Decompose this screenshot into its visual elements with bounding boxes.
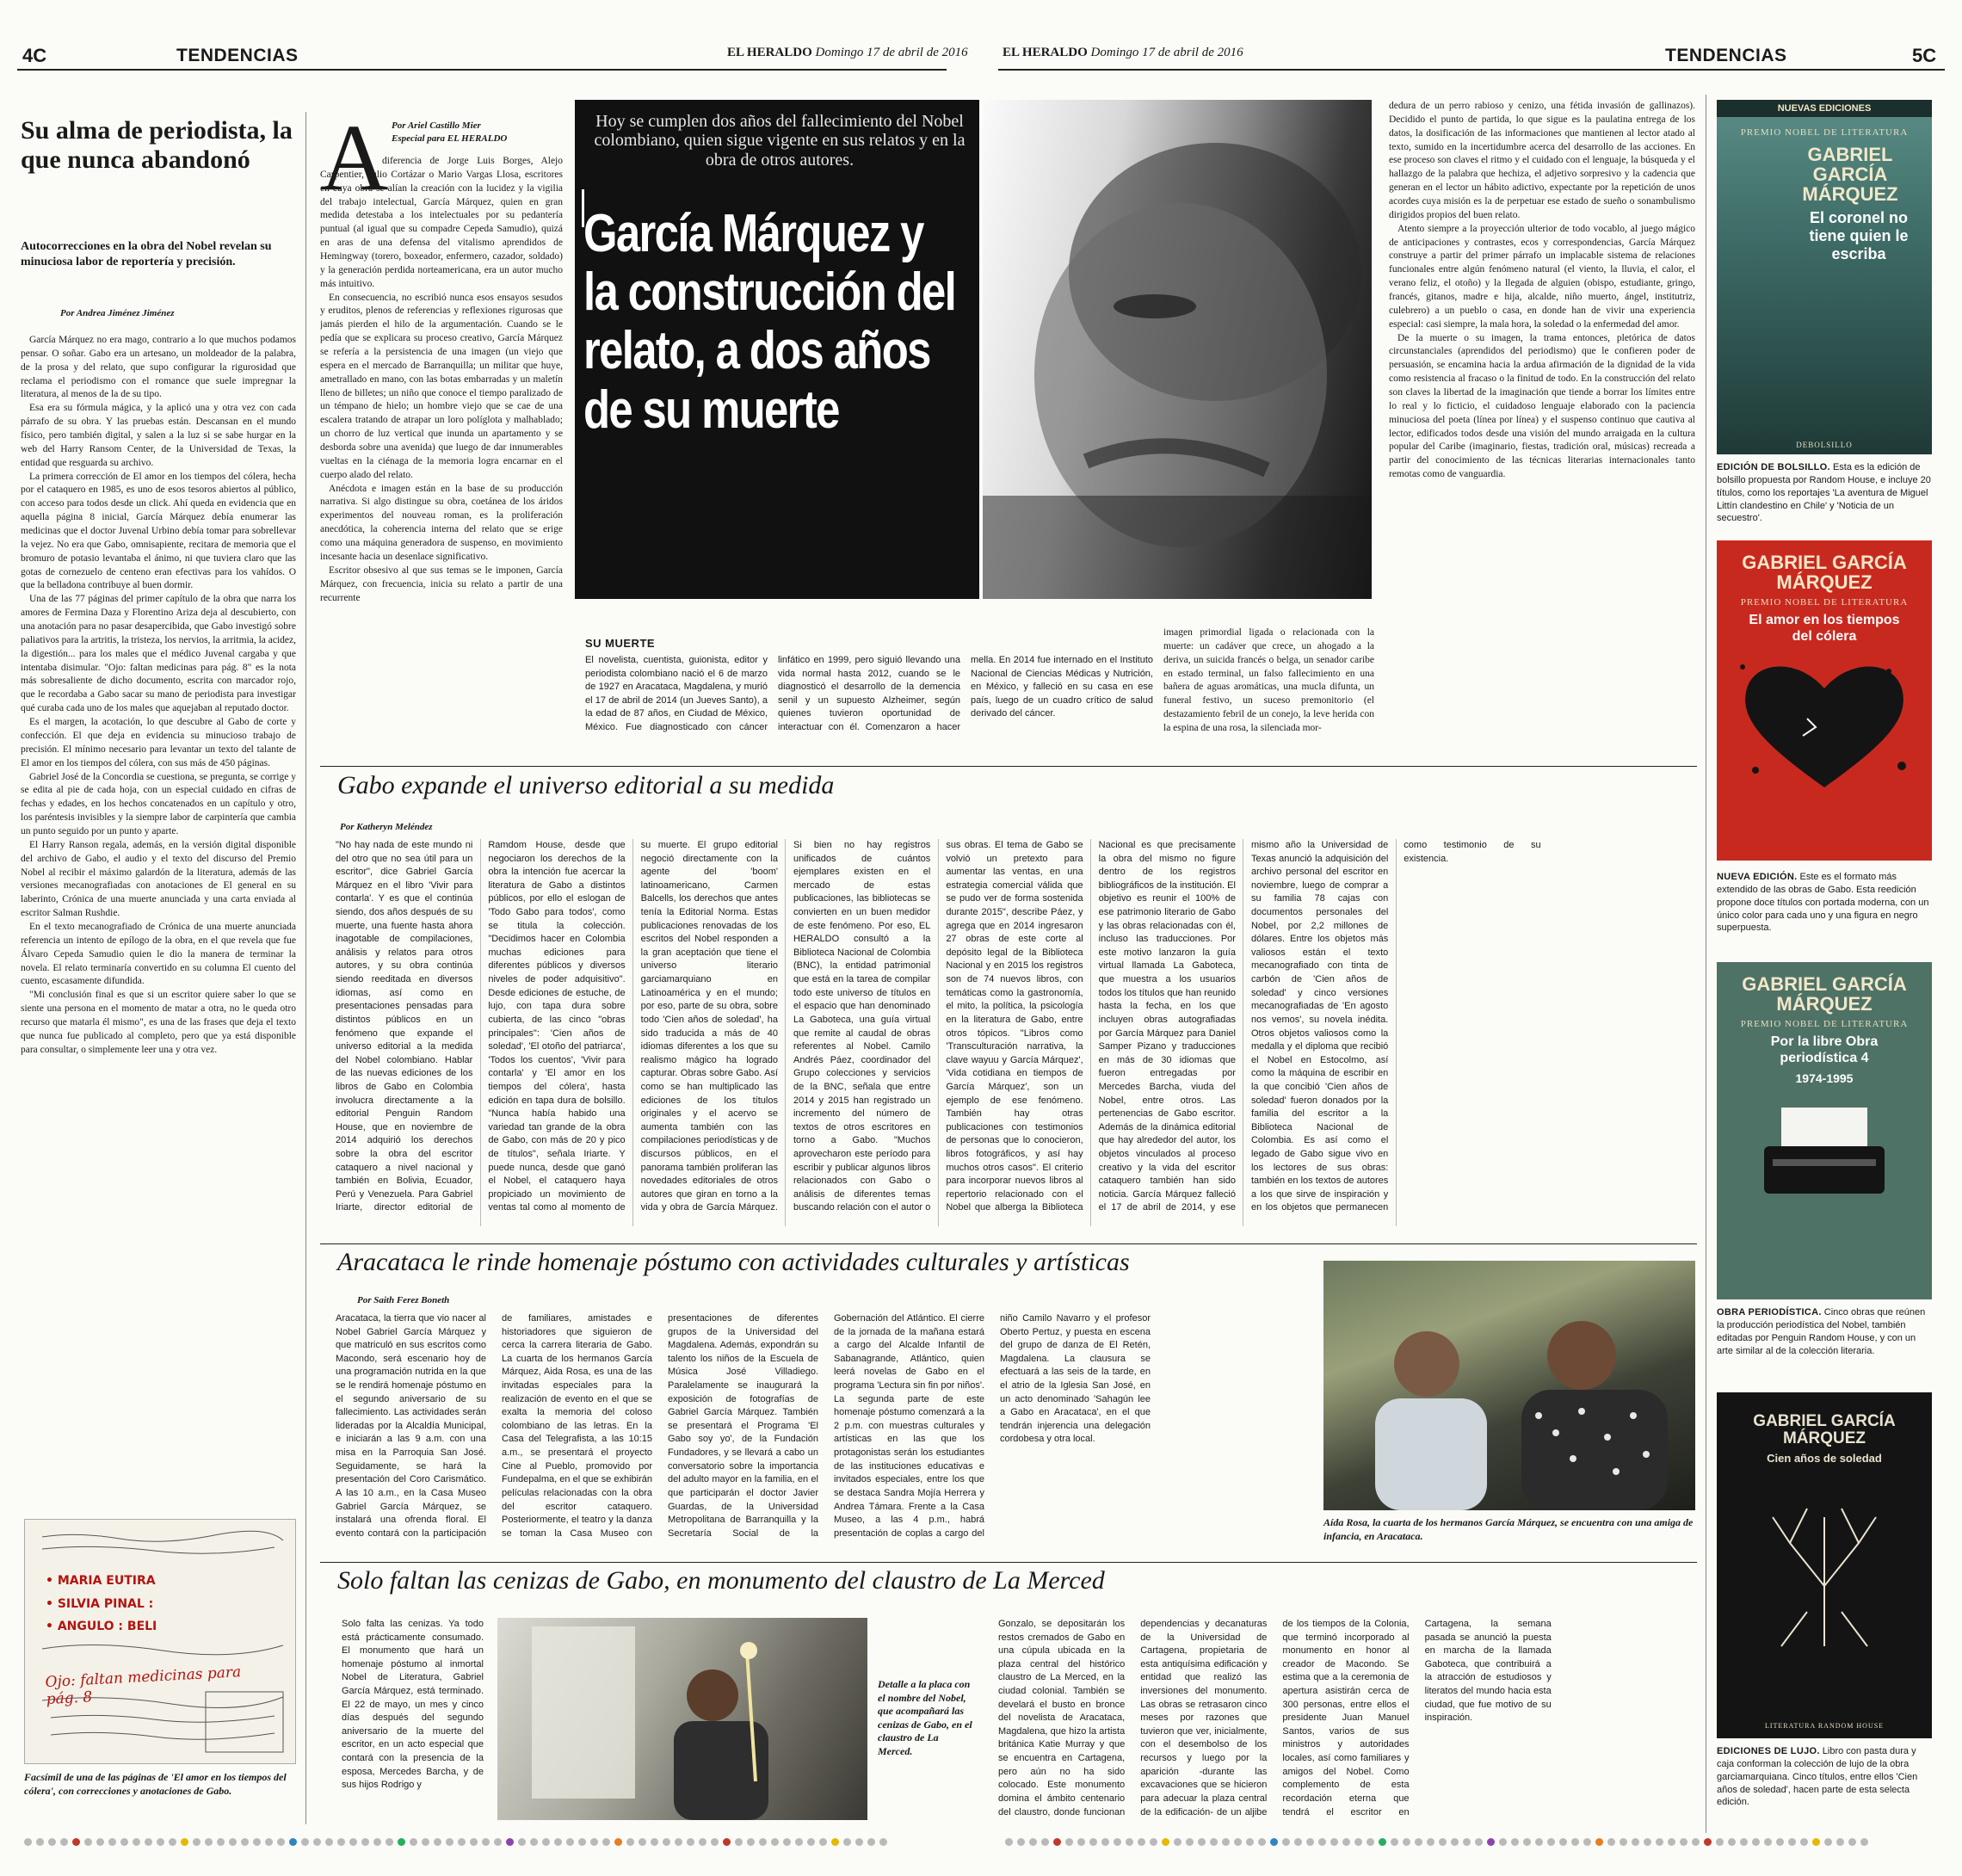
footer-dot	[169, 1838, 176, 1846]
book-author: GABRIEL GARCÍA MÁRQUEZ	[1742, 973, 1907, 1015]
masthead-left	[727, 46, 968, 60]
footer-dot	[108, 1838, 116, 1846]
footer-dot	[1342, 1838, 1350, 1846]
footer-dot	[229, 1838, 237, 1846]
main-byline: Por Ariel Castillo Mier	[392, 120, 481, 131]
footer-dot	[265, 1838, 273, 1846]
footer-dot	[1728, 1838, 1736, 1846]
footer-dot	[1041, 1838, 1049, 1846]
footer-dot	[410, 1838, 417, 1846]
footer-dot	[1607, 1838, 1615, 1846]
column-divider	[305, 112, 306, 1824]
footer-dot	[807, 1838, 815, 1846]
footer-dot	[398, 1838, 405, 1846]
book-years: 1974-1995	[1795, 1071, 1854, 1085]
footer-dot	[133, 1838, 140, 1846]
footer-dot	[1246, 1838, 1254, 1846]
sidebar-paragraph: La primera corrección de El amor en los tiempos del cólera, hecha por el cataquero en 1985, es uno de esos tesoros abiertos al público, con acceso para todos desde un click. Ahí queda en evidencia que en aquella página 8 inicial, García Márquez debía enumerar las medicinas que el doctor Juvenal Urbino debía tomar para sobrellevar la vejez. No era que Gabo, omnisapiente, recitara de memoria que el bromuro de potasio levantaba el ánimo, ni que tuviera claro que las gotas de cornezuelo de centeno eran efectivas para los vahídos. O que la belladona contribuye al buen dormir.	[21, 471, 296, 591]
footer-dot	[145, 1838, 152, 1846]
book-cover-obra	[1717, 962, 1932, 1299]
book-title: El coronel no tiene quien le escriba	[1809, 209, 1909, 262]
main-column-3	[1389, 100, 1695, 754]
facsimile-caption: Facsímil de una de las páginas de 'El amor en los tiempos del cólera', con correcciones y anotaciones de Gabo.	[24, 1771, 287, 1797]
paper-name: EL HERALDO	[727, 46, 812, 59]
footer-dot	[1222, 1838, 1230, 1846]
book-author: GABRIEL GARCÍA MÁRQUEZ	[1753, 1412, 1896, 1447]
footer-dot	[1198, 1838, 1206, 1846]
portrait-shapes	[983, 100, 1372, 599]
footer-dot	[530, 1838, 538, 1846]
footer-dot	[590, 1838, 598, 1846]
header-rule-right	[998, 69, 1945, 71]
page-number-left: 4C	[22, 45, 47, 66]
footer-dot	[1101, 1838, 1109, 1846]
sidebar-paragraph: El Harry Ranson regala, además, en la versión digital disponible del archivo de Gabo, el audio y el texto del discurso del Premio Nobel al recibir el máximo galardón de la literatura, además de las versiones mecanografiadas con anotaciones de El general en su laberinto, Crónica de una muerte anunciada y una carta enviada al escritor Salman Rushdie.	[21, 839, 296, 919]
footer-dot	[879, 1838, 887, 1846]
footer-dot	[1836, 1838, 1844, 1846]
page-number-right: 5C	[1912, 45, 1937, 66]
book-label: NUEVA EDICIÓN.	[1717, 872, 1798, 882]
footer-dot	[518, 1838, 526, 1846]
footer-dot	[289, 1838, 297, 1846]
footer-dot	[48, 1838, 56, 1846]
book-author: GABRIEL GARCÍA MÁRQUEZ	[1742, 552, 1907, 594]
footer-dot	[506, 1838, 514, 1846]
sidebar-body	[21, 334, 296, 1500]
sidebar-paragraph: "Mi conclusión final es que si un escritor quiere saber lo que se siente una persona en el momento de matar a otra, no le queda otro recurso que matarla él mismo", es una de las frases que deja el texto que nunca fue publicado al completo, pero que ya está disponible para consultar, o simplemente leer una y otra vez.	[21, 990, 296, 1055]
masthead-right	[1003, 46, 1243, 60]
footer-dot	[349, 1838, 357, 1846]
paper-name: EL HERALDO	[1003, 46, 1088, 59]
footer-dot	[747, 1838, 755, 1846]
footer-dot	[614, 1838, 622, 1846]
book-cover-coronel	[1717, 100, 1932, 454]
footer-dot	[723, 1838, 731, 1846]
footer-dot	[1824, 1838, 1832, 1846]
sidebar-paragraph: García Márquez no era mago, contrario a lo que muchos podamos pensar. O soñar. Gabo era un artesano, un moldeador de la palabra, de la prosa y del relato, que supo configurar la rigurosidad que reclama el periodismo con el romance que suele impregnar la literatura, al menos de la de su tipo.	[21, 335, 296, 400]
footer-dot	[386, 1838, 393, 1846]
main-paragraph: dedura de un perro rabioso y cenizo, una fétida invasión de gallinazos). Decidido el punto de partida, lo que sigue es la paulatina entrega de los datos, la dosificación de las informaciones que mantienen al lector atado al texto, sumido en la incertidumbre acerca del desarrollo de las acciones. En ese proceso son claves el ritmo y el cuidado con el lenguaje, la búsqueda y el hallazgo de la palabra que hechiza, el adjetivo sorpresivo y la cadencia que generan en el lector un hábito adictivo, expectante por la repetición de unos acordes cuya misión es la de perpetuar ese estado de sueño o sonambulismo dirigidos propios del buen relato.	[1389, 101, 1695, 220]
footer-dot	[566, 1838, 574, 1846]
book-caption-text: Cinco obras que reúnen la producción periodística del Nobel, también editadas por Penguin Random House, y con un arte similar al de la colección literaria.	[1717, 1307, 1926, 1356]
footer-dot	[1668, 1838, 1675, 1846]
footer-dot	[1716, 1838, 1724, 1846]
footer-dot	[361, 1838, 369, 1846]
footer-dot	[1740, 1838, 1748, 1846]
headline-box	[575, 100, 979, 599]
footer-dot	[1475, 1838, 1483, 1846]
facsimile-note: • MARIA EUTIRA	[46, 1574, 156, 1588]
book-label: EDICIÓN DE BOLSILLO.	[1717, 462, 1830, 472]
issue-date: Domingo 17 de abril de 2016	[815, 46, 968, 59]
footer-dot	[494, 1838, 502, 1846]
footer-dot	[1644, 1838, 1651, 1846]
book-badge: NUEVAS EDICIONES	[1717, 100, 1932, 117]
death-box-title: SU MUERTE	[585, 637, 656, 650]
footer-dot	[1017, 1838, 1025, 1846]
footer-dot	[301, 1838, 309, 1846]
book-label: EDICIONES DE LUJO.	[1717, 1746, 1820, 1756]
footer-dot	[1258, 1838, 1266, 1846]
footer-dot	[626, 1838, 634, 1846]
footer-dot	[1511, 1838, 1519, 1846]
footer-dot	[205, 1838, 213, 1846]
book-prize: PREMIO NOBEL DE LITERATURA	[1740, 1019, 1909, 1030]
footer-dot	[1138, 1838, 1145, 1846]
footer-dot	[120, 1838, 128, 1846]
footer-dot	[1234, 1838, 1242, 1846]
footer-dot	[783, 1838, 791, 1846]
footer-dot	[1632, 1838, 1639, 1846]
sidebar-byline: Por Andrea Jiménez Jiménez	[60, 308, 175, 318]
story3-photo-caption: Aída Rosa, la cuarta de los hermanos García Márquez, se encuentra con una amiga de infancia, en Aracataca.	[1323, 1516, 1694, 1542]
story2-headline: Gabo expande el universo editorial a su medida	[337, 771, 835, 799]
book-caption-text: Esta es la edición de bolsillo propuesta por Random House, e incluye 20 títulos, como los reportajes 'La aventura de Miguel Littín clandestino en Chile' y 'Noticia de un secuestro'.	[1717, 462, 1931, 524]
header-rule-left	[17, 69, 947, 71]
footer-dot	[1752, 1838, 1760, 1846]
footer-dot	[687, 1838, 694, 1846]
footer-dot	[1788, 1838, 1796, 1846]
footer-dot	[434, 1838, 441, 1846]
book-author: GABRIEL GARCÍA MÁRQUEZ	[1802, 144, 1898, 206]
book-caption	[1717, 461, 1932, 525]
footer-dot	[651, 1838, 658, 1846]
footer-dot	[795, 1838, 803, 1846]
footer-dot	[470, 1838, 478, 1846]
footer-dot	[1053, 1838, 1061, 1846]
story-rule	[320, 766, 1697, 767]
book-cover-cien	[1717, 1392, 1932, 1738]
footer-dot	[1812, 1838, 1820, 1846]
book-title: Cien años de soledad	[1767, 1451, 1882, 1465]
main-paragraph: diferencia de Jorge Luis Borges, Alejo Carpentier, Julio Cortázar o Mario Vargas Llosa, escritores en cuya obra se alían la creación con la lucidez y la vigilia del trabajo intelectual, García Márquez, quien en gran medida detestaba a los intelectuales por su pedantería puntual (al igual que su compadre Cepeda Samudio), quizá en aras de una defensa del vitalismo aprendidos de Hemingway (torero, boxeador, enfermero, cazador, soldado) y la generación perdida norteamericana, era un autor mucho más intuitivo.	[320, 156, 563, 289]
footer-dot	[1282, 1838, 1290, 1846]
facsimile-note: • ANGULO : BELI	[46, 1620, 157, 1634]
story4-headline: Solo faltan las cenizas de Gabo, en monumento del claustro de La Merced	[337, 1566, 1105, 1595]
footer-dot	[1559, 1838, 1567, 1846]
footer-dot	[60, 1838, 68, 1846]
footer-dot	[1704, 1838, 1712, 1846]
book-caption	[1717, 1745, 1932, 1809]
footer-dot	[1860, 1838, 1868, 1846]
footer-dot	[554, 1838, 562, 1846]
sidebar-paragraph: Una de las 77 páginas del primer capítulo de la obra que narra los amores de Fermina Daza y Florentino Ariza deja al descubierto, con una anotación para no pasar desapercibida, que Gabo investigó sobre paliativos para la artritis, la tristeza, los nervios, la arritmia, la acidez, la digestión... para los males que el médico Juvenal cargaba y que intentaba disimular. "Ojo: faltan medicinas para pág. 8" es la nota más sobresaliente de dicho documento, escrita con marcador rojo, que le recordaba a Gabo sacar su mano de periodista para investigar qué curaba cada uno de los males que aquejaban al reputado doctor.	[21, 594, 296, 714]
facsimile-note: • SILVIA PINAL :	[46, 1596, 154, 1611]
footer-dot	[337, 1838, 345, 1846]
footer-dot	[1463, 1838, 1471, 1846]
main-paragraph: En consecuencia, no escribió nunca esos ensayos sesudos y eruditos, plenos de referencias y reflexiones rigurosas que jamás pierden el hilo de la argumentación. Cuando se le pedía que se explicara su proceso creativo, García Márquez se refería a la persistencia de una imagen (un viejo que espera en el mercado de Barranquilla; un militar que huye, ametrallado en mano, con las botas embarradas y un maletín lleno de billetes; un niño que conoce el tiempo paralizado de un témpano de hielo; un hombre viejo que se cae de una escalera tratando de atrapar un loro políglota y malhablado; un chorro de luz vertical que inunda un apartamento y se desborda sobre una avenida) que luego de dar innumerables vueltas en la ciénaga de la memoria logra encarnar en el cuerpo alado del relato.	[320, 292, 563, 480]
book-cover-amor	[1717, 540, 1932, 861]
photo-man	[497, 1618, 867, 1820]
footer-dot	[1427, 1838, 1434, 1846]
footer-dot	[482, 1838, 490, 1846]
footer-dot	[1150, 1838, 1157, 1846]
aida-rosa-photo	[1323, 1261, 1695, 1510]
footer-dot	[24, 1838, 32, 1846]
footer-dot	[446, 1838, 453, 1846]
footer-dot	[1379, 1838, 1386, 1846]
footer-dot	[855, 1838, 863, 1846]
book-label: OBRA PERIODÍSTICA.	[1717, 1307, 1822, 1318]
footer-dot	[1186, 1838, 1194, 1846]
footer-dot	[639, 1838, 646, 1846]
footer-dot	[735, 1838, 743, 1846]
footer-dot	[1294, 1838, 1302, 1846]
footer-dot	[1848, 1838, 1856, 1846]
story3-body: Aracataca, la tierra que vio nacer al Nobel Gabriel García Márquez y que matriculó en sus escritos como Macondo, será escenario hoy de una programación nutrida en la que se le rendirá homenaje póstumo en el segundo aniversario de su fallecimiento. Las actividades serán lideradas por la Alcaldía Municipal, e iniciarán a las 9 a.m. con una misa en la Parroquia San José. Seguidamente, se hará la presentación del Coro Carismático. A las 10 a.m., en la Casa Museo Gabriel García Márquez, se instalará una ofrenda floral. El evento contará con la participación de familiares, amistades e historiadores que siguieron de cerca la carrera literaria de Gabo. La cuarta de los hermanos García Márquez, Aida Rosa, es una de las invitadas especiales para la realización de evento en el que se exalta la memoria del coloso colombiano de las letras. En la Casa del Telegrafista, a las 10:15 a.m., se presentará el proyecto Cine al Pueblo, promovido por Fundepalma, en el que se exhibirán películas relacionadas con la obra del escritor cataquero. Posteriormente, el teatro y la danza se toman la Casa Museo con presentaciones de diferentes grupos de la Universidad del Magdalena. Además, expondrán su talento los niños de la Escuela de Música José Villadiego. Paralelamente se inaugurará la exposición de fotografías de Gabriel García Márquez. También se presentará el Programa 'El Gabo soy yo', de la Fundación Fundadores, y se llevará a cabo un conversatorio sobre la importancia del adulto mayor en la familia, en el que participarán el doctor Javier Guardas, de la Universidad Metropolitana de Barranquilla y la Secretaría Social de la Gobernación del Atlántico. El cierre de la jornada de la mañana estará a cargo del Alcalde Infantil de Sabanagrande, Atlántico, quien leerá novelas de Gabo en el programa 'Lectura sin fin por niños'. La segunda parte de este homenaje póstumo comenzará a la 2 p.m. con muestras culturales y artísticas en las que los protagonistas serán los estudiantes de las instituciones educativas e invitados especiales, entre los que se destaca Sandra Mojía Herrera y Andrea Támara. Frente a la Casa Museo, a las 4 p.m., habrá presentación de coplas a cargo del niño Camilo Navarro y el profesor Oberto Pertuz, y puesta en escena del grupo de danza de El Retén, Magdalena. La clausura se efectuará a las seis de la tarde, en el atrio de la Iglesia San José, en un acto denominado 'Sahagún lee a Gabo en Aracataca', en el que tendrán injerencia una delegación cordobesa y otra local.	[336, 1313, 1151, 1539]
footer-dot	[1270, 1838, 1278, 1846]
footer-dot	[819, 1838, 827, 1846]
garcia-marquez-portrait	[983, 100, 1372, 599]
photo-figures	[1323, 1261, 1695, 1510]
story4-body-right: Gonzalo, se depositarán los restos cremados de Gabo en una cúpula ubicada en la plaza central del histórico claustro de La Merced, en la ciudad colonial. También se develará el busto en bronce del novelista de Aracataca, Magdalena, que hizo la artista británica Katie Murray y que se encuentra en Cartagena, pero aún no ha sido colocado. Este monumento domina el ámbito centenario del claustro, donde funcionan dependencias y decanaturas de la Universidad de Cartagena, propietaria de esta antiquísima edificación y entidad que realizó las inversiones del monumento. Las obras se retrasaron cinco meses por razones que tuvieron que ver, inicialmente, con el desembolso de los recursos y luego por la aparición -durante las excavaciones que se hicieron para adecuar la plaza central de la edificación- de un aljibe de los tiempos de la Colonia, que terminó incorporado al monumento en honor al creador de Macondo. Se estima que a la ceremonia de apertura asistirán cerca de 300 personas, entre ellos el presidente Juan Manuel Santos, varios de sus ministros y autoridades locales, así como familiares y amigos del Nobel. Como complemento de esta recordación eterna que tendrá el escritor en Cartagena, la semana pasada se anunció la puesta en marcha de la llamada Gaboteca, que contribuirá a la atracción de estudiosos y literatos del mundo hacia esta ciudad, que fue motivo de su inspiración.	[998, 1619, 1552, 1817]
footer-dot	[1391, 1838, 1398, 1846]
main-column-2: imagen primordial ligada o relacionada con la muerte: un cadáver que crece, un ahogado a la deriva, un suicida francés o belga, un senador caribe en estado terminal, un falso fallecimiento en una bañera de aguas aromáticas, una mucla difunta, un funeral festivo, un suceso premonitorio (el destazamiento febril de un conejo, la leve herida con la espina de una rosa, la silenciada mor-	[1163, 627, 1374, 734]
main-headline: García Márquez y la construcción del relato, a dos años de su muerte	[583, 204, 956, 440]
sidebar-deck: Autocorrecciones en la obra del Nobel revelan su minuciosa labor de reportería y precisión.	[21, 240, 272, 269]
footer-dot	[458, 1838, 466, 1846]
footer-dot	[157, 1838, 164, 1846]
footer-dot	[1210, 1838, 1218, 1846]
sidebar-title: Su alma de periodista, la que nunca abandonó	[21, 116, 293, 174]
main-paragraph: Anécdota e imagen están en la base de su producción narrativa. Si algo distingue su obra, coetánea de los áridos experimentos del nouveau roman, es la proliferación anecdótica, la coherencia interna del relato que se erige como una máquina generadora de suspenso, en movimiento incesante hacia un desenlace significativo.	[320, 483, 563, 562]
footer-dot	[542, 1838, 550, 1846]
footer-dot	[1005, 1838, 1013, 1846]
footer-dot	[1318, 1838, 1326, 1846]
facsimile-image	[24, 1519, 296, 1764]
story2-byline: Por Katheryn Meléndez	[340, 822, 433, 832]
footer-dot	[277, 1838, 285, 1846]
typewriter-figure	[1755, 1099, 1893, 1202]
la-merced-photo	[497, 1618, 867, 1820]
section-label-left: TENDENCIAS	[176, 46, 299, 65]
story-rule	[320, 1243, 1697, 1244]
footer-dots-right	[1005, 1835, 1934, 1848]
footer-dot	[1126, 1838, 1133, 1846]
footer-dot	[1800, 1838, 1808, 1846]
footer-dot	[1692, 1838, 1700, 1846]
footer-dot	[1306, 1838, 1314, 1846]
footer-dot	[578, 1838, 586, 1846]
footer-dot	[1620, 1838, 1627, 1846]
footer-dot	[831, 1838, 839, 1846]
footer-dot	[1656, 1838, 1663, 1846]
book-title: Por la libre Obra periodística 4	[1770, 1034, 1879, 1065]
footer-dot	[1439, 1838, 1447, 1846]
story-rule	[320, 1562, 1697, 1563]
footer-dot	[1487, 1838, 1495, 1846]
footer-dot	[1330, 1838, 1338, 1846]
book-title: El amor en los tiempos del cólera	[1749, 613, 1900, 644]
footer-dot	[72, 1838, 80, 1846]
footer-dot	[867, 1838, 875, 1846]
footer-dot	[1089, 1838, 1097, 1846]
footer-dot	[699, 1838, 706, 1846]
story3-byline: Por Saith Ferez Boneth	[357, 1295, 450, 1305]
book-caption	[1717, 1306, 1932, 1357]
footer-dot	[241, 1838, 249, 1846]
footer-dot	[1403, 1838, 1410, 1846]
death-box-text: El novelista, cuentista, guionista, editor y periodista colombiano nació el 6 de marzo de 1927 en Aracataca, Magdalena, y murió el 17 de abril de 2014 (un Jueves Santo), a la edad de 87 años, en Ciudad de México, México. Fue diagnosticado con cáncer linfático en 1999, pero siguió llevando una vida normal hasta 2012, cuando se le diagnosticó el desarrollo de la demencia senil y un supuesto Alzheimer, según quienes tuvieron oportunidad de interactuar con él. Comenzaron a hacer mella. En 2014 fue internado en el Instituto Nacional de Ciencias Médicas y Nutrición, en México, y falleció en su casa en ese país, luego de un cuadro crítico de salud derivado del cáncer.	[585, 655, 1153, 733]
footer-dot	[759, 1838, 767, 1846]
footer-dot	[1680, 1838, 1687, 1846]
sidebar-paragraph: Gabriel José de la Concordia se cuestiona, se pregunta, se corrige y se edita al pie de cada hoja, con un especial cuidado en cifras de fechas y edades, en los hechos concatenados en un capítulo y otro, los paréntesis invisibles y la siempre labor de carpintería que cambia un punto seguido por un punto y aparte.	[21, 771, 296, 836]
footer-dot	[1571, 1838, 1579, 1846]
footer-dot	[217, 1838, 225, 1846]
main-byline-sub: Especial para EL HERALDO	[392, 133, 508, 144]
footer-dot	[1535, 1838, 1543, 1846]
footer-dot	[84, 1838, 92, 1846]
footer-dot	[96, 1838, 104, 1846]
footer-dot	[1174, 1838, 1182, 1846]
footer-dot	[1583, 1838, 1591, 1846]
main-paragraph: De la muerte o su imagen, la trama entonces, pletórica de datos circunstanciales (aprendidos del periodismo) que le confieren poder de persuasión, se encamina hacia la ardua afirmación de la dignidad de la vida como resistencia al fracaso o la finitud de todo. En la construcción del relato son claves la libertad de la imaginación que tiende a borrar los límites entre lo real y lo ficticio, el cuidadoso lenguaje elaborado con la paciencia minuciosa del poeta (línea por línea) y el suspenso continuo que cautiva al lector, edificados todos desde una visión del mundo arraigada en la cultura popular del Caribe (imaginario, fiestas, tradición oral, músicas) recreada a partir del conocimiento de las técnicas literarias internacionales tanto remotas como de vanguardia.	[1389, 332, 1695, 480]
footer-dot	[422, 1838, 429, 1846]
book-caption-text: Este es el formato más extendido de las obras de Gabo. Esta reedición propone doce títulos con portada moderna, con un único color para cada uno y una figura en negro superpuesta.	[1717, 872, 1929, 934]
story2-body: "No hay nada de este mundo ni del otro que no sea útil para un escritor", dice Gabriel García Márquez en el libro 'Vivir para contarla'. Y es que el continúa siendo, dos años después de su muerte, una fuente hasta ahora inagotable de compilaciones, análisis y relatos para otros autores, y su obra continúa siendo reeditada en diversos idiomas, así como en presentaciones pensadas para distintos públicos en un fenómeno que expande el universo editorial a la medida del Nobel colombiano. Hablar de las nuevas ediciones de los libros de Gabo en Colombia involucra directamente a la editorial Penguin Random House, que en noviembre de 2014 adquirió los derechos sobre la obra del escritor cataquero a nivel nacional y también en Bolivia, Ecuador, Perú y Venezuela. Para Gabriel Iriarte, director editorial de Ramdom House, desde que negociaron los derechos de la obra la intención fue acercar la literatura de Gabo a distintos públicos, por ello el eslogan de 'Todo Gabo para todos', como se titula la colección. "Decidimos hacer en Colombia muchas ediciones para diferentes públicos y diversos niveles de poder adquisitivo". Desde ediciones de estuche, de lujo, con tapa dura sobre cubierta, de las cinco "obras principales": 'Cien años de soledad', 'El otoño del patriarca', 'Todos los cuentos', 'Vivir para contarla' y 'El amor en los tiempos del cólera', hasta edición en tapa dura de bolsillo. "Nunca había habido una variedad tan grande de la obra de Gabo, con más de 20 y pico de títulos", señala Iriarte. Y puede nunca, desde que ganó el Nobel, el cataquero haya propiciado un movimiento de ventas tal como al momento de su muerte. El grupo editorial negoció directamente con la agente del 'boom' latinoamericano, Carmen Balcells, los derechos que antes tenía la Editorial Norma. Estas publicaciones renovadas de los escritos del Nobel responden a la gran aceptación que tiene el universo literario garciamarquiano en Latinoamérica y en el mundo; por eso, parte de su obra, sobre todo 'Cien años de soledad', ha sido traducida a más de 40 idiomas diferentes a los que su realismo mágico ha logrado capturar. Obras sobre Gabo. Así como se han multiplicado las ediciones de los títulos originales y el acervo se aumenta también con las compilaciones periodísticas y de discursos públicos, en el panorama también proliferan las novedades editoriales de otros autores que giran en torno a la vida y obra de García Márquez. Si bien no hay registros unificados de cuántos ejemplares existen en el mercado de estas publicaciones, las bibliotecas se convierten en un buen medidor de este fenómeno. Por eso, EL HERALDO consultó a la Biblioteca Nacional de Colombia (BNC), la entidad patrimonial que está en la tarea de compilar todo este universo de títulos en el espacio que han denominado La Gaboteca, una guía virtual que remite al caudal de obras referentes al Nobel. Camilo Andrés Páez, coordinador del Grupo colecciones y servicios de la BNC, señala que entre 2014 y 2015 han registrado un incremento del número de textos de otros escritores en torno a Gabo. "Muchos aprovecharon este período para escribir y publicar algunos libros relacionados con Gabo o análisis de diferentes temas buscando relación con el autor o sus obras. El tema de Gabo se volvió un pretexto para aumentar las ventas, en una estrategia comercial válida que se pudo ver de forma sostenida durante 2015", describe Páez, y agrega que en 2014 ingresaron 27 obras de este corte al depósito legal de la Biblioteca Nacional y en 2015 los registros son de 74 nuevos libros, con temáticas como la gastronomía, el mito, la política, la psicología en la literatura de Gabo, entre otros tópicos. "Libros como 'Transculturación narrativa, la clave wayuu y García Márquez', 'Vida cotidiana en tiempos de García Márquez', son un ejemplo de ese fenómeno. También hay otras publicaciones con testimonios de personas que lo conocieron, libros fotográficos, y así hay muchos otros casos". El criterio para incorporar nuevos libros al repertorio relacionado con el Nobel que alberga la Biblioteca Nacional es que precisamente la obra del mismo no figure dentro de los registros bibliográficos de la institución. El objetivo es reunir el 100% de ese patrimonio literario de Gabo y las obras relacionadas con él, incluso las traducciones. Por este motivo lanzaron la guía virtual llamada La Gaboteca, que muestra a los usuarios todos los títulos que han reunido hasta la fecha, en los que incluyen obras autografiadas por García Márquez para Daniel Samper Pizano y traducciones en más de 30 idiomas que fueron entregadas por Mercedes Barcha, viuda del Nobel, entre otros. Las pertenencias de Gabo escritor. Además de la dinámica editorial que hay alrededor del autor, los objetos vinculados al proceso creativo y la vida del escritor cataquero también han sido noticia. García Márquez falleció el 17 de abril de 2014, y ese mismo año la Universidad de Texas anunció la adquisición del archivo personal del escritor en noviembre, luego de comprar a su familia 78 cajas con documentos personales del Nobel, por 2,2 millones de dólares. Entre los objetos más valiosos están el texto mecanografiado con tinta de carbón de 'Cien años de soledad' y cinco versiones mecanografiadas de 'En agosto nos vemos', su novela inédita. Otros objetos valiosos como la medalla y el diploma que recibió el Nobel en Estocolmo, así como la máquina de escribir en la que concibió 'Cien años de soledad' fueron donados por la familia del escritor a la Biblioteca Nacional de Colombia. Es así como el legado de Gabo sigue vivo en los lectores de sus obras: también en los textos de autores a los que sirve de inspiración y en los objetos que permanecen como testimonio de su existencia.	[336, 840, 1541, 1213]
footer-dot	[253, 1838, 261, 1846]
book-publisher: DEBOLSILLO	[1796, 441, 1853, 449]
footer-dots-left	[24, 1835, 945, 1848]
footer-dot	[1367, 1838, 1374, 1846]
footer-dot	[1065, 1838, 1073, 1846]
book-prize: PREMIO NOBEL DE LITERATURA	[1740, 127, 1909, 138]
tree-figure	[1747, 1483, 1902, 1655]
footer-dot	[1077, 1838, 1085, 1846]
book-prize: PREMIO NOBEL DE LITERATURA	[1740, 597, 1909, 608]
footer-dot	[1547, 1838, 1555, 1846]
facsimile-note-red: Ojo: faltan medicinas para pág. 8	[45, 1663, 242, 1709]
sidebar-paragraph: En el texto mecanografiado de Crónica de una muerte anunciada referencia un intento de epílogo de la obra, en el que revela que fue Álvaro Cepeda Samudio quien le dio la manera de terminar la novela. El relato terminaría convertido en su columna El cuento del cuento, escasamente difundida.	[21, 921, 296, 987]
book-publisher: LITERATURA RANDOM HOUSE	[1764, 1722, 1885, 1730]
section-label-right: TENDENCIAS	[1665, 46, 1787, 65]
footer-dot	[771, 1838, 779, 1846]
footer-dot	[313, 1838, 321, 1846]
footer-dot	[1523, 1838, 1531, 1846]
book-caption	[1717, 871, 1932, 935]
dropcap: A	[320, 105, 389, 210]
footer-dot	[1354, 1838, 1362, 1846]
story4-photo-caption: Detalle a la placa con el nombre del Nobel, que acompañará las cenizas de Gabo, en el claustro de La Merced.	[878, 1678, 972, 1757]
footer-dot	[1595, 1838, 1603, 1846]
footer-dot	[373, 1838, 381, 1846]
footer-dot	[843, 1838, 851, 1846]
footer-dot	[1415, 1838, 1422, 1846]
story4-body-left: Solo falta las cenizas. Ya todo está prácticamente consumado. El monumento que hará un homenaje póstumo al inmortal Nobel de Literatura, Gabriel García Márquez, está terminado. El 22 de mayo, un mes y cinco días después del segundo aniversario de la muerte del escritor, en un acto especial que contará con la presencia de la esposa, Mercedes Barcha, y de sus hijos Rodrigo y	[342, 1619, 484, 1791]
main-paragraph: Atento siempre a la proyección ulterior de todo vocablo, al juego mágico de anticipaciones y contrastes, ecos y correspondencias, García Márquez construye a partir del primer párrafo un implacable sistema de relaciones funcionales entre algún fenómeno natural (el viento, la lluvia, el calor, el verano feliz, el otoño) y la llegada de alguien (obispo, estudiante, gringo, francés, gitanos, madre e hija, alcalde, niño muerto, ángel, institutriz, culebrero) a un pueblo o casa, en donde han de vivir una experiencia especial: casi siempre, la mala hora, la soledad o la enfermedad del amor.	[1389, 223, 1695, 330]
footer-dot	[1499, 1838, 1507, 1846]
footer-dot	[1776, 1838, 1784, 1846]
footer-dot	[1029, 1838, 1037, 1846]
footer-dot	[602, 1838, 610, 1846]
footer-dot	[1162, 1838, 1169, 1846]
footer-dot	[663, 1838, 670, 1846]
footer-dot	[1114, 1838, 1121, 1846]
footer-dot	[1451, 1838, 1459, 1846]
footer-dot	[181, 1838, 188, 1846]
facsimile-scribbles	[25, 1520, 296, 1764]
main-paragraph: Escritor obsesivo al que sus temas se le imponen, García Márquez, con frecuencia, inicia su relato a partir de una recurrente	[320, 565, 563, 603]
footer-dot	[711, 1838, 719, 1846]
issue-date: Domingo 17 de abril de 2016	[1090, 46, 1243, 59]
sidebar-paragraph: Es el margen, la acotación, lo que descubre al Gabo de corte y confección. El que deja en evidencia su minucioso trabajo de precisión. El mínimo necesario para levantar un texto del talante de El amor en los tiempos del cólera, con sus más de 450 páginas.	[21, 717, 296, 768]
story3-headline: Aracataca le rinde homenaje póstumo con actividades culturales y artísticas	[337, 1248, 1130, 1276]
footer-dot	[325, 1838, 333, 1846]
heart-figure	[1730, 650, 1919, 796]
book-caption-text: Libro con pasta dura y caja conforman la colección de lujo de la obra garciamarquiana. Cinco títulos, entre ellos 'Cien años de soledad', hacen parte de esta selecta edición.	[1717, 1746, 1918, 1808]
footer-dot	[1764, 1838, 1772, 1846]
footer-dot	[36, 1838, 44, 1846]
sidebar-paragraph: Esa era su fórmula mágica, y la aplicó una y otra vez con cada párrafo de su obra. Y las pruebas están. Descansan en el mundo físico, pero también digital, y salen a la luz si se sabe hurgar en la web del Harry Ransom Center, de la Universidad de Texas, la entidad que resguarda su archivo.	[21, 403, 296, 468]
footer-dot	[193, 1838, 201, 1846]
footer-dot	[675, 1838, 682, 1846]
headline-kicker: Hoy se cumplen dos años del fallecimiento del Nobel colombiano, quien sigue vigente en sus relatos y en la obra de otros autores.	[594, 112, 966, 170]
main-column-1	[320, 155, 563, 749]
